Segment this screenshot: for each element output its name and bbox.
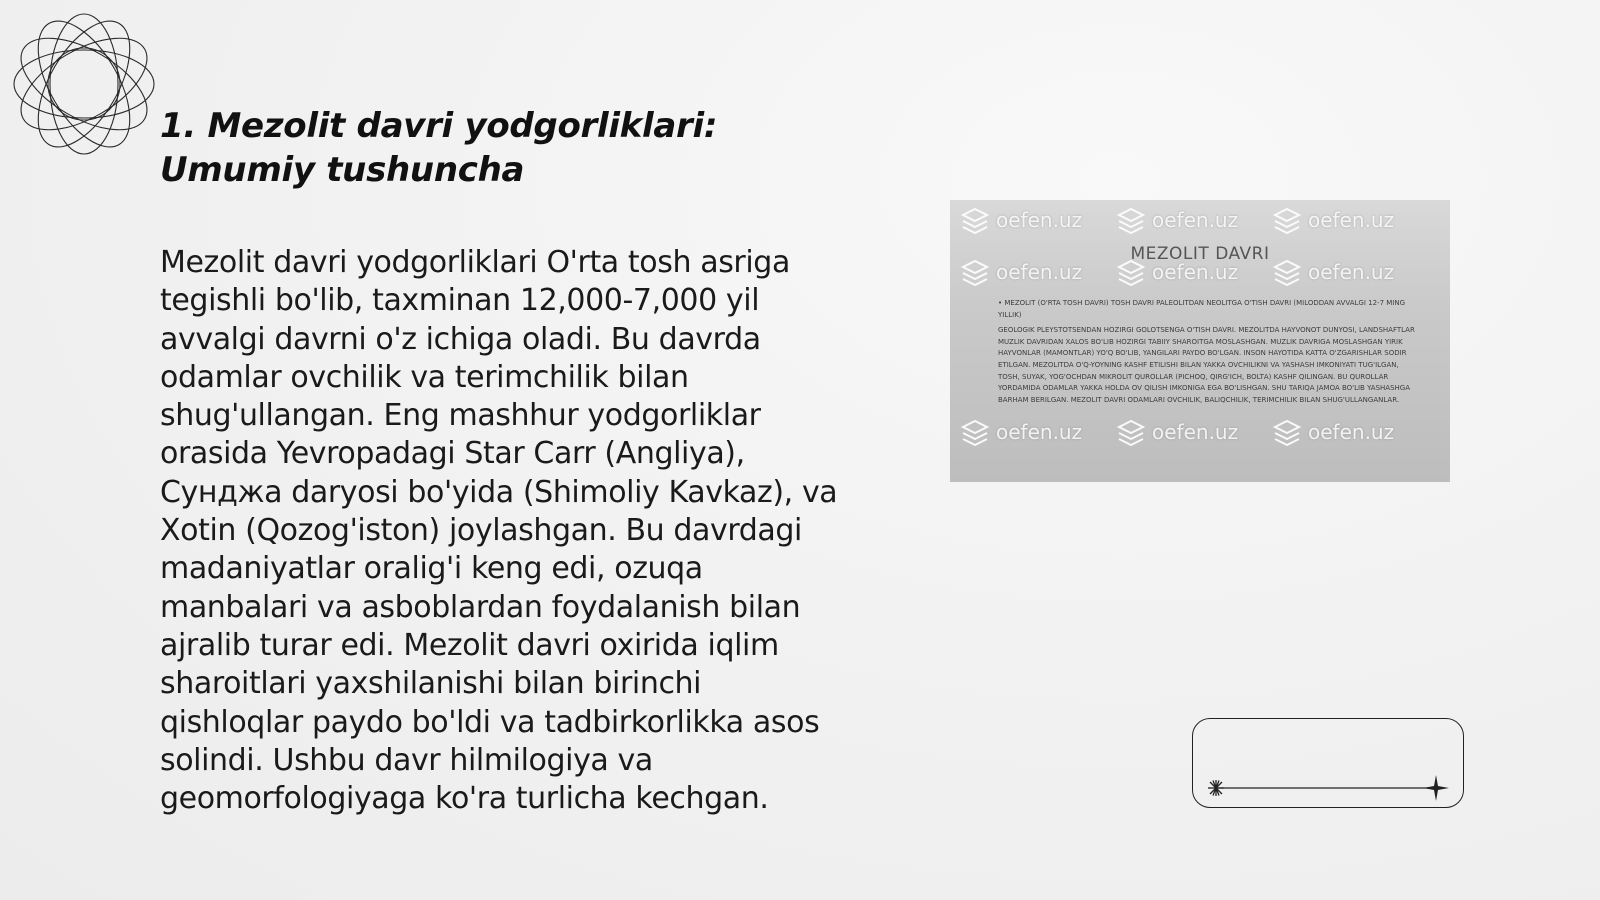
watermark-row (950, 206, 1450, 246)
watermark: oefen.uz (1116, 258, 1238, 286)
watermark: oefen.uz (1116, 418, 1238, 446)
watermark: oefen.uz (960, 206, 1082, 234)
watermark-row (950, 258, 1450, 298)
thumbnail-body-text: GEOLOGIK PLEYSTOTSENDAN HOZIRGI GOLOTSENGA O'TISH DAVRI. MEZOLITDA HAYVONOT DUNYOSI, LANDSHAFTLAR MUZLIK DAVRIDAN XALOS BO'LIB HOZIRGI TABIIY SHAROITGA MOSLASHGAN. MUZLIK DAVRIGA MOSLASHGAN YIRIK HAYVONLAR (MAMONTLAR) YO'Q BO'LIB, YANGILARI PAYDO BO'LGAN. INSON HAYOTIDA KATTA O'ZGARISHLAR SODIR ETILGAN. MEZOLITDA O'Q-YOYNING KASHF ETILISHI BILAN YAKKA OVCHILIKNI VA YASHASH IMKONIYATI TUG'ILGAN, TOSH, SUYAK, YOG'OCHDAN MIKROLIT QUROLLAR (PICHOQ, QIRG'ICH, BOLTА) KASHF QILINGAN. BU QUROLLAR YORDAMIDA ODAMLAR YAKKA HOLDA OV QILISH IMKONIGA EGA BO'LISHGAN. SHU TARIQA JAMOA BO'LIB YASHASHGA BARHAM BERILGAN. MEZOLIT DAVRI ODAMLARI OVCHILIK, BALIQCHILIK, TERIMCHILIK BILAN SHUG'ULLANGANLAR. (998, 326, 1415, 404)
thumbnail-lead-text: • MEZOLIT (O'RTA TOSH DAVRI) TOSH DAVRI PALEOLITDAN NEOLITGA O'TISH DAVRI (MILODDAN AVVALGI 12-7 MING YILLIK) (998, 299, 1406, 319)
watermark: oefen.uz (960, 258, 1082, 286)
watermark-logo-icon (1116, 206, 1146, 234)
watermark-row (950, 418, 1450, 458)
watermark-logo-icon (1272, 206, 1302, 234)
slide-body-text: Mezolit davri yodgorliklari O'rta tosh asriga tegishli bo'lib, taxminan 12,000-7,000 yil avvalgi davrni o'z ichiga oladi. Bu davrda odamlar ovchilik va terimchilik bilan shug'ullangan. Eng mashhur yodgorliklar orasida Yevropadagi Star Carr (Angliya), Сунджа daryosi bo'yida (Shimoliy Kavkaz), va Xotin (Qozog'iston) joylashgan. Bu davrdagi madaniyatlar oralig'i keng edi, ozuqa manbalari va asboblardan foydalanish bilan ajralib turar edi. Mezolit davri oxirida iqlim sharoitlari yaxshilanishi bilan birinchi qishloqlar paydo bo'ldi va tadbirkorlikka asos solindi. Ushbu davr hilmilogiya va geomorfologiyaga ko'ra turlicha kechgan. (160, 245, 838, 817)
watermark-logo-icon (960, 418, 990, 446)
decorative-timeline (1200, 772, 1450, 802)
watermark: oefen.uz (1116, 206, 1238, 234)
watermark-logo-icon (1272, 418, 1302, 446)
watermark: oefen.uz (1272, 258, 1394, 286)
watermark: oefen.uz (1272, 206, 1394, 234)
sparkle-star-icon (1423, 775, 1449, 801)
starburst-icon (1208, 780, 1224, 796)
embedded-slide-image (950, 200, 1450, 482)
circular-line-ornament-icon (10, 10, 158, 158)
watermark-logo-icon (960, 206, 990, 234)
watermark-logo-icon (1116, 418, 1146, 446)
watermark: oefen.uz (960, 418, 1082, 446)
thumbnail-body (998, 298, 1418, 406)
thumbnail-title: MEZOLIT DAVRI (1130, 244, 1270, 264)
slide-title: 1. Mezolit davri yodgorliklari: Umumiy tushuncha (160, 106, 718, 190)
watermark: oefen.uz (1272, 418, 1394, 446)
